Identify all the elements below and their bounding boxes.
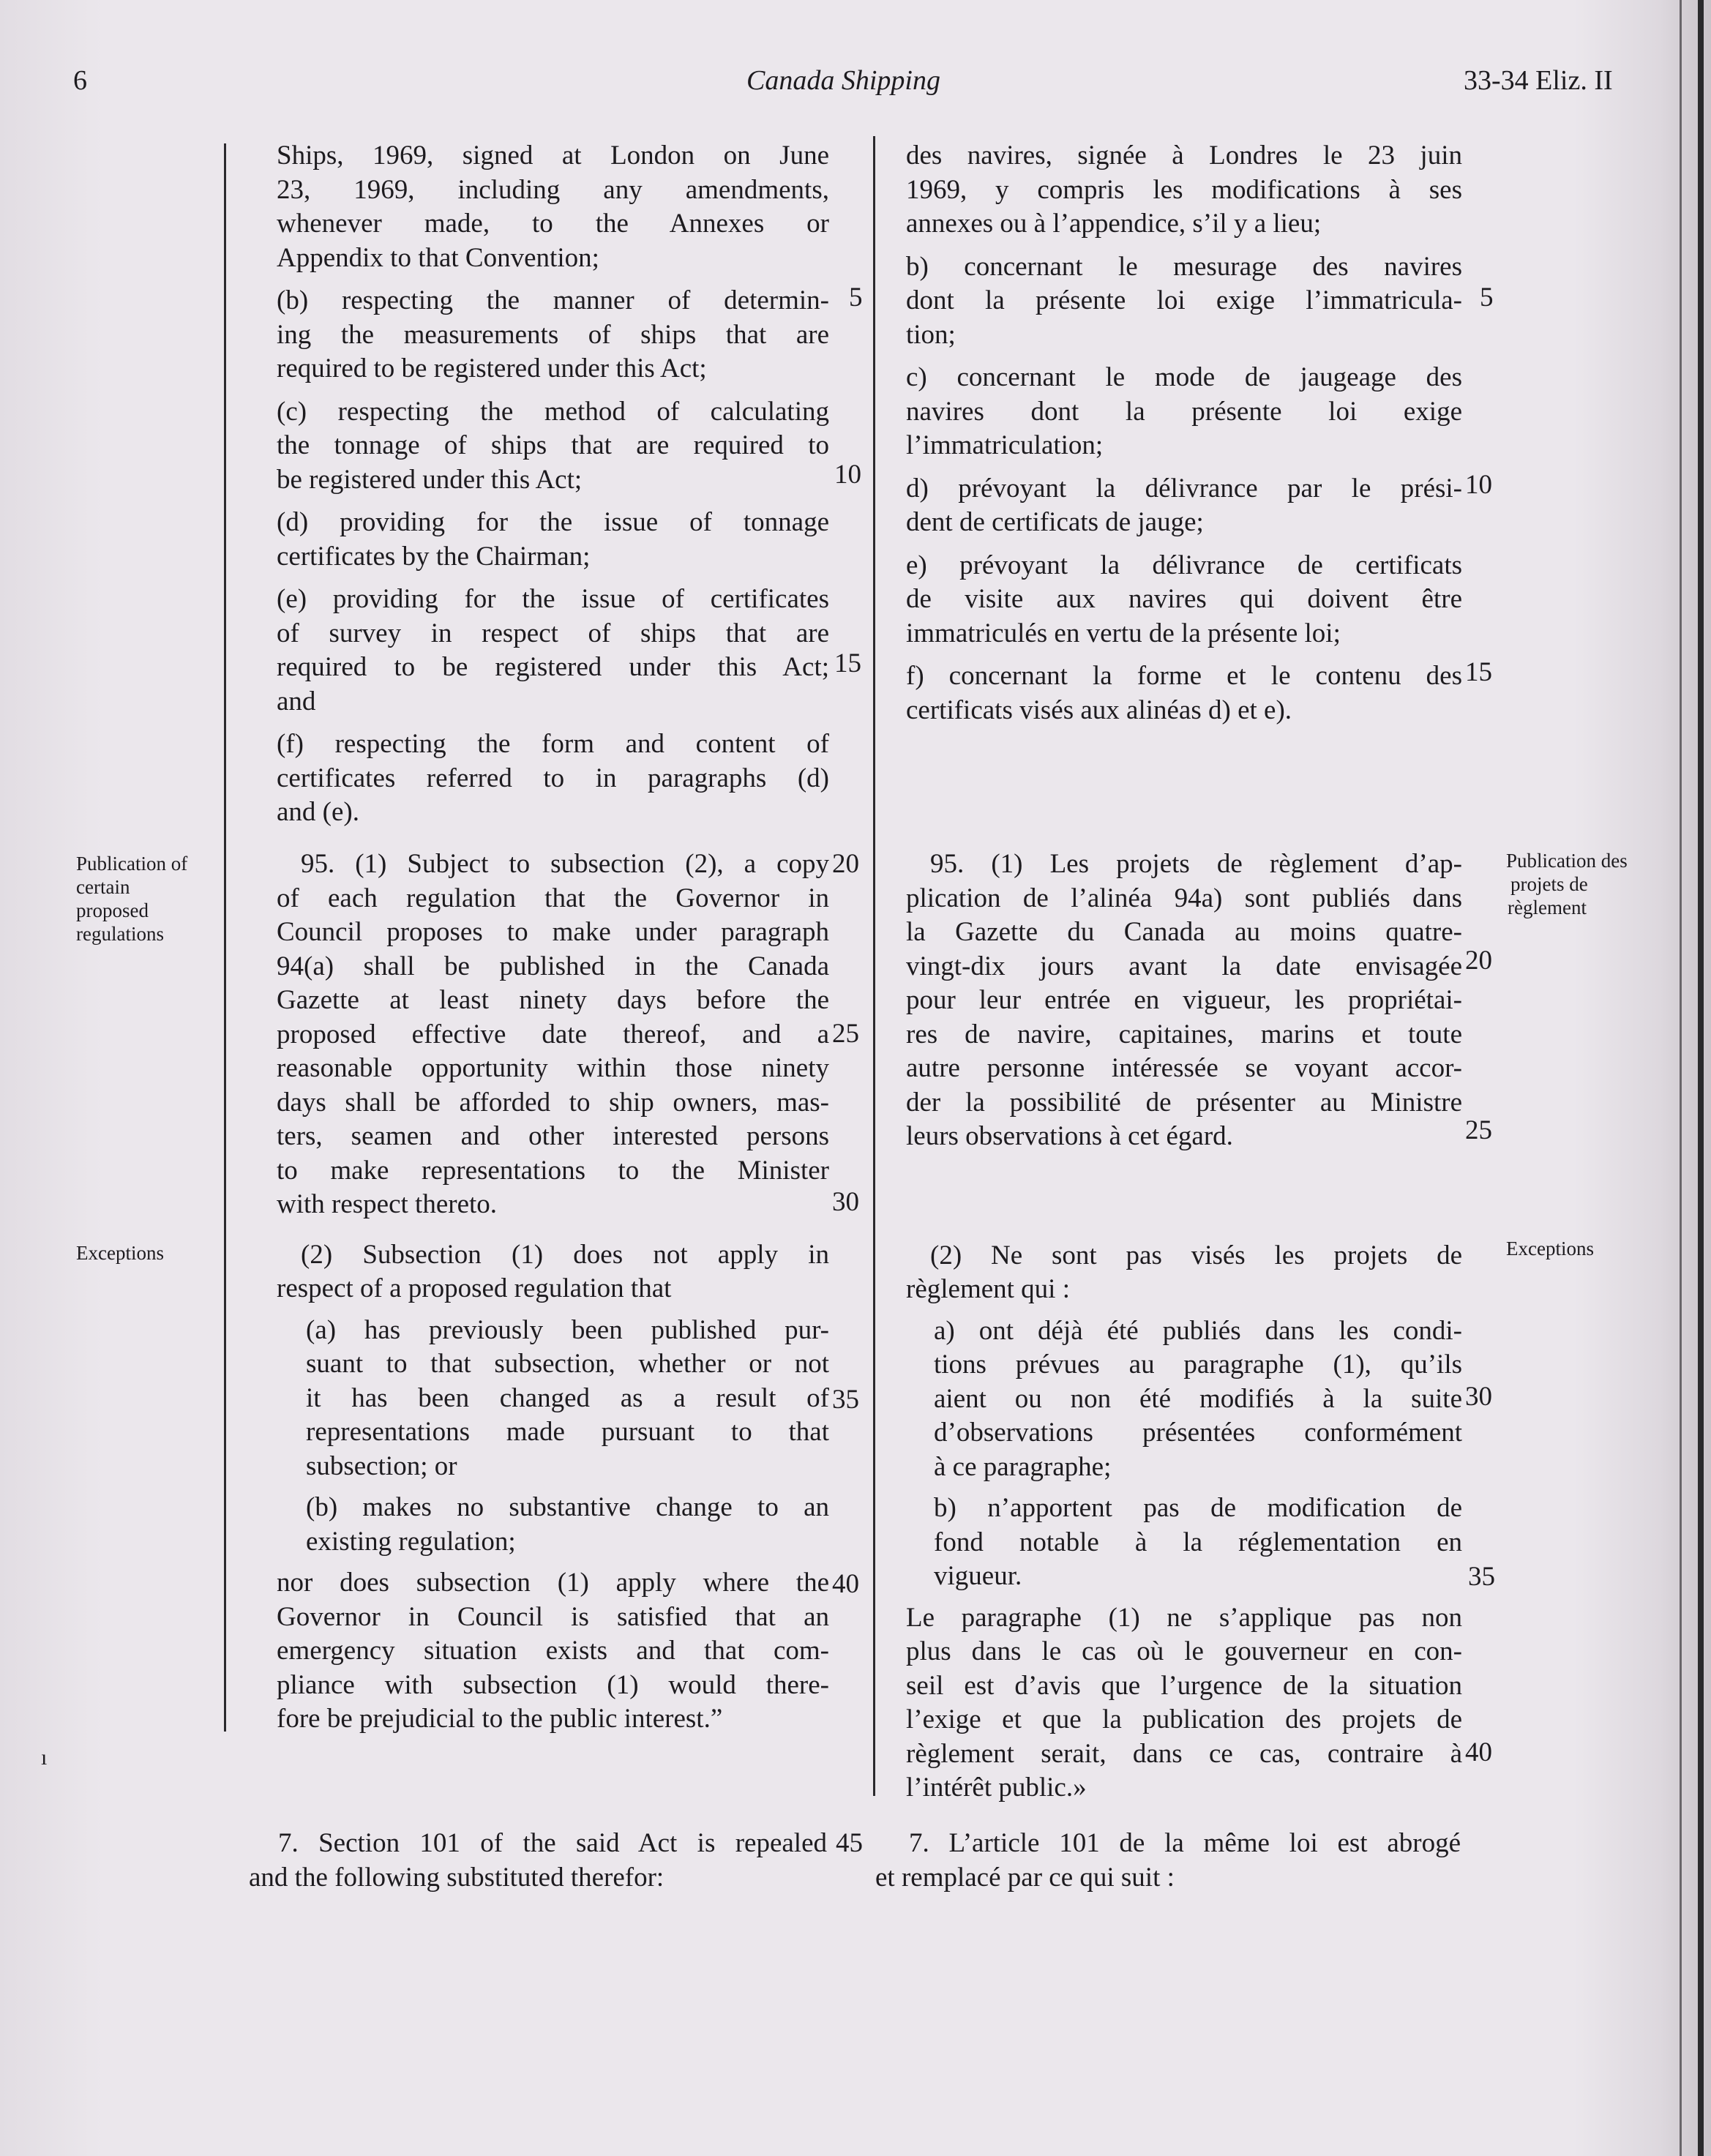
text-line: whenever made, to the Annexes or bbox=[277, 209, 829, 239]
text-line: Gazette at least ninety days before the bbox=[277, 985, 829, 1015]
fr-para-f bbox=[906, 659, 1462, 727]
text-line: certificates referred to in paragraphs (d) bbox=[277, 763, 829, 793]
text-line: e) prévoyant la délivrance de certificats bbox=[906, 550, 1462, 580]
text-line: and (e). bbox=[277, 797, 359, 827]
text-line: d’observations présentées conformément bbox=[934, 1418, 1462, 1448]
text-line: certificates by the Chairman; bbox=[277, 541, 591, 572]
text-line: (2) Ne sont pas visés les projets de bbox=[930, 1240, 1462, 1270]
text-line: proposed effective date thereof, and a bbox=[277, 1019, 829, 1049]
en-s95-1 bbox=[277, 847, 829, 1222]
text-line: autre personne intéressée se voyant accor- bbox=[906, 1053, 1462, 1083]
text-line: plication de l’alinéa 94a) sont publiés dans bbox=[906, 883, 1462, 913]
french-section-7 bbox=[875, 1827, 1461, 1895]
line-number: 5 bbox=[849, 282, 863, 312]
margin-note-line: projets de bbox=[1510, 873, 1588, 895]
text-line: ters, seamen and other interested persons bbox=[277, 1121, 829, 1151]
text-line: (2) Subsection (1) does not apply in bbox=[301, 1239, 829, 1270]
text-line: tions prévues au paragraphe (1), qu’ils bbox=[934, 1350, 1462, 1380]
line-number: 25 bbox=[832, 1019, 859, 1049]
text-line: la Gazette du Canada au moins quatre- bbox=[906, 917, 1462, 947]
margin-note-line: regulations bbox=[76, 923, 164, 945]
text-line: des navires, signée à Londres le 23 juin bbox=[906, 141, 1462, 171]
text-line: it has been changed as a result of bbox=[306, 1382, 829, 1413]
text-line: (b) respecting the manner of determin- bbox=[277, 285, 829, 315]
english-column-rule bbox=[224, 143, 226, 1732]
margin-note-line: règlement bbox=[1508, 897, 1587, 918]
margin-note-line: Publication des bbox=[1506, 850, 1628, 872]
text-line: of each regulation that the Governor in bbox=[277, 883, 829, 913]
page-title: Canada Shipping bbox=[746, 65, 940, 96]
text-line: nor does subsection (1) apply where the bbox=[277, 1568, 829, 1598]
text-line: subsection; or bbox=[306, 1451, 457, 1481]
fr-para-d bbox=[906, 472, 1462, 540]
margin-note-exceptions-fr: Exceptions bbox=[1506, 1238, 1594, 1259]
fr-para-e bbox=[906, 549, 1462, 651]
text-line: dont la présente loi exige l’immatricula- bbox=[906, 285, 1462, 315]
page-edge-shadow bbox=[1698, 0, 1704, 2156]
text-line: emergency situation exists and that com- bbox=[277, 1636, 829, 1666]
text-line: Governor in Council is satisfied that an bbox=[277, 1601, 829, 1632]
text-line: Council proposes to make under paragraph bbox=[277, 917, 829, 947]
text-line: (b) makes no substantive change to an bbox=[306, 1492, 829, 1522]
page-edge-line bbox=[1680, 0, 1682, 2156]
margin-note-line: certain bbox=[76, 876, 130, 898]
en-para-convention bbox=[277, 139, 829, 275]
margin-speck: ı bbox=[41, 1745, 48, 1770]
text-line: 23, 1969, including any amendments, bbox=[277, 174, 829, 205]
text-line: and bbox=[277, 686, 316, 716]
margin-note-publication-en bbox=[76, 852, 187, 946]
text-line: required to be registered under this Act; bbox=[277, 652, 829, 682]
regnal-year: 33-34 Eliz. II bbox=[1464, 65, 1613, 96]
text-line: immatriculés en vertu de la présente loi; bbox=[906, 618, 1341, 648]
margin-note-publication-fr bbox=[1506, 849, 1628, 919]
text-line: (e) providing for the issue of certificates bbox=[277, 584, 829, 614]
text-line: (f) respecting the form and content of bbox=[277, 729, 829, 759]
text-line: c) concernant le mode de jaugeage des bbox=[906, 362, 1462, 392]
text-line: with respect thereto. bbox=[277, 1189, 498, 1219]
text-line: tion; bbox=[906, 319, 956, 350]
line-number: 10 bbox=[1465, 470, 1492, 500]
en-para-d bbox=[277, 506, 829, 574]
text-line: der la possibilité de présenter au Ministre bbox=[906, 1087, 1462, 1118]
en-s95-2a bbox=[277, 1314, 829, 1484]
text-line: to make representations to the Minister bbox=[277, 1155, 829, 1186]
french-column-rule bbox=[873, 136, 875, 1796]
text-line: res de navire, capitaines, marins et toute bbox=[906, 1019, 1462, 1049]
fr-s95-2a bbox=[906, 1314, 1462, 1485]
en-s95-tail bbox=[277, 1566, 829, 1737]
text-line: ing the measurements of ships that are bbox=[277, 319, 829, 350]
text-line: Ships, 1969, signed at London on June bbox=[277, 141, 829, 171]
en-para-f bbox=[277, 727, 829, 830]
text-line: existing regulation; bbox=[306, 1526, 516, 1557]
text-line: aient ou non été modifiés à la suite bbox=[934, 1383, 1462, 1414]
text-line: (a) has previously been published pur- bbox=[306, 1314, 829, 1345]
margin-note-line: proposed bbox=[76, 899, 149, 921]
text-line: et remplacé par ce qui suit : bbox=[875, 1862, 1175, 1893]
fr-para-convention bbox=[906, 139, 1462, 242]
text-line: fore be prejudicial to the public interest.” bbox=[277, 1704, 723, 1734]
text-line: 94(a) shall be published in the Canada bbox=[277, 951, 829, 981]
text-line: navires dont la présente loi exige bbox=[906, 396, 1462, 427]
text-line: vingt-dix jours avant la date envisagée bbox=[906, 951, 1462, 981]
text-line: d) prévoyant la délivrance par le prési- bbox=[906, 473, 1462, 504]
margin-note-line: Publication of bbox=[76, 853, 188, 875]
line-number: 40 bbox=[1465, 1737, 1492, 1767]
fr-para-b bbox=[906, 250, 1462, 353]
text-line: a) ont déjà été publiés dans les condi- bbox=[934, 1315, 1462, 1346]
french-section-95 bbox=[906, 847, 1462, 1805]
english-section-95 bbox=[277, 847, 829, 1737]
text-line: 95. (1) Subject to subsection (2), a copy bbox=[301, 849, 829, 879]
page-number: 6 bbox=[73, 65, 87, 96]
text-line: l’exige et que la publication des projets de bbox=[906, 1704, 1462, 1734]
line-number: 20 bbox=[832, 849, 859, 879]
text-line: plus dans le cas où le gouverneur en con- bbox=[906, 1636, 1462, 1666]
text-line: seil est d’avis que l’urgence de la situation bbox=[906, 1670, 1462, 1701]
en-para-b bbox=[277, 284, 829, 386]
text-line: required to be registered under this Act; bbox=[277, 353, 707, 383]
text-line: 95. (1) Les projets de règlement d’ap- bbox=[930, 849, 1462, 879]
text-line: representations made pursuant to that bbox=[306, 1417, 829, 1447]
text-line: be registered under this Act; bbox=[277, 464, 583, 495]
text-line: l’immatriculation; bbox=[906, 430, 1104, 460]
text-line: 7. Section 101 of the said Act is repealed bbox=[278, 1828, 827, 1858]
line-number: 15 bbox=[834, 648, 861, 678]
text-line: suant to that subsection, whether or not bbox=[306, 1349, 829, 1379]
line-number: 35 bbox=[832, 1385, 859, 1415]
text-line: pour leur entrée en vigueur, les propriétai- bbox=[906, 985, 1462, 1015]
text-line: règlement serait, dans ce cas, contraire à bbox=[906, 1738, 1462, 1769]
fr-s95-tail bbox=[906, 1601, 1462, 1805]
text-line: (d) providing for the issue of tonnage bbox=[277, 507, 829, 537]
line-number: 25 bbox=[1465, 1115, 1492, 1145]
text-line: b) n’apportent pas de modification de bbox=[934, 1493, 1462, 1523]
line-number: 20 bbox=[1465, 946, 1492, 976]
text-line: vigueur. bbox=[934, 1561, 1022, 1591]
margin-note-exceptions-en: Exceptions bbox=[76, 1242, 164, 1264]
text-line: the tonnage of ships that are required to bbox=[277, 430, 829, 460]
english-section-7 bbox=[249, 1827, 827, 1895]
text-line: reasonable opportunity within those ninety bbox=[277, 1053, 829, 1083]
text-line: (c) respecting the method of calculating bbox=[277, 396, 829, 427]
text-line: dent de certificats de jauge; bbox=[906, 507, 1204, 537]
en-para-e bbox=[277, 583, 829, 719]
english-column bbox=[277, 139, 829, 850]
text-line: and the following substituted therefor: bbox=[249, 1862, 664, 1893]
text-line: annexes ou à l’appendice, s’il y a lieu; bbox=[906, 209, 1322, 239]
text-line: pliance with subsection (1) would there- bbox=[277, 1669, 829, 1700]
line-number: 30 bbox=[832, 1187, 859, 1217]
text-line: Le paragraphe (1) ne s’applique pas non bbox=[906, 1602, 1462, 1633]
en-s95-2 bbox=[277, 1238, 829, 1306]
text-line: à ce paragraphe; bbox=[934, 1451, 1112, 1482]
fr-s95-2b bbox=[906, 1491, 1462, 1594]
text-line: l’intérêt public.» bbox=[906, 1773, 1087, 1803]
text-line: de visite aux navires qui doivent être bbox=[906, 584, 1462, 614]
en-para-c bbox=[277, 395, 829, 498]
text-line: f) concernant la forme et le contenu des bbox=[906, 661, 1462, 691]
text-line: certificats visés aux alinéas d) et e). bbox=[906, 695, 1292, 725]
text-line: règlement qui : bbox=[906, 1274, 1070, 1304]
text-line: fond notable à la réglementation en bbox=[934, 1527, 1462, 1557]
line-number: 5 bbox=[1480, 282, 1494, 312]
line-number: 30 bbox=[1465, 1382, 1492, 1412]
en-s95-2b bbox=[277, 1491, 829, 1559]
fr-s95-1 bbox=[906, 847, 1462, 1154]
text-line: Appendix to that Convention; bbox=[277, 242, 599, 273]
line-number: 10 bbox=[834, 460, 861, 490]
text-line: 1969, y compris les modifications à ses bbox=[906, 174, 1462, 205]
line-number: 40 bbox=[832, 1569, 859, 1599]
fr-para-c bbox=[906, 361, 1462, 463]
text-line: respect of a proposed regulation that bbox=[277, 1273, 672, 1303]
text-line: b) concernant le mesurage des navires bbox=[906, 251, 1462, 282]
line-number: 45 bbox=[836, 1828, 863, 1858]
line-number: 35 bbox=[1468, 1562, 1495, 1592]
text-line: 7. L’article 101 de la même loi est abrogé bbox=[909, 1828, 1461, 1858]
fr-s95-2 bbox=[906, 1239, 1462, 1307]
text-line: of survey in respect of ships that are bbox=[277, 618, 829, 648]
french-column bbox=[906, 139, 1462, 727]
text-line: leurs observations à cet égard. bbox=[906, 1121, 1233, 1151]
line-number: 15 bbox=[1465, 657, 1492, 687]
text-line: days shall be afforded to ship owners, mas- bbox=[277, 1087, 829, 1118]
